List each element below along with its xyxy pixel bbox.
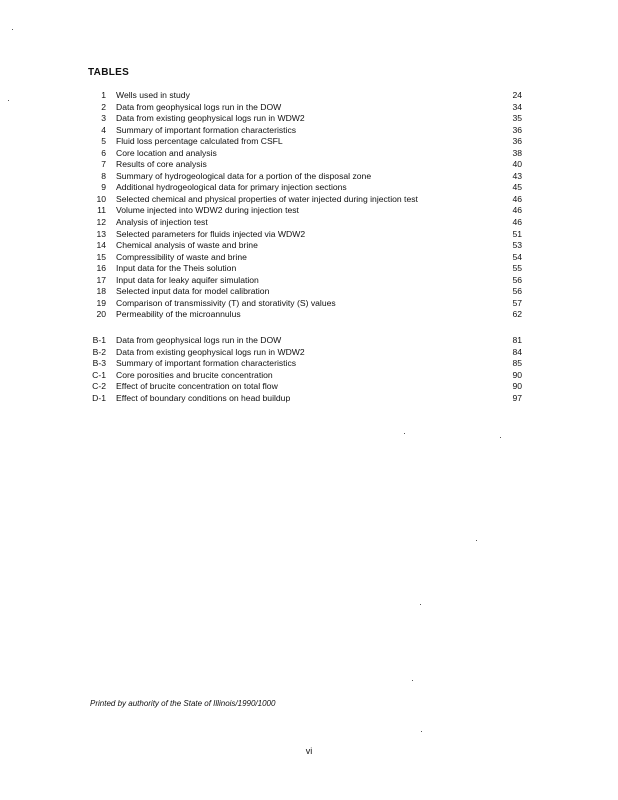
- list-item: [82, 252, 522, 264]
- list-item: [82, 217, 522, 229]
- table-page: 46: [512, 217, 522, 228]
- table-title: Selected chemical and physical properties of water injected during injection test: [116, 193, 418, 204]
- table-title: Effect of boundary conditions on head buildup: [116, 392, 291, 403]
- table-page: 90: [512, 369, 522, 380]
- table-page: 46: [512, 193, 522, 204]
- table-title: Summary of hydrogeological data for a portion of the disposal zone: [116, 170, 372, 181]
- table-page: 57: [512, 297, 522, 308]
- table-title: Selected input data for model calibration: [116, 286, 270, 297]
- table-title: Compressibility of waste and brine: [116, 251, 247, 262]
- table-page: 34: [512, 101, 522, 112]
- table-page: 85: [512, 358, 522, 369]
- table-page: 90: [512, 381, 522, 392]
- table-title: Summary of important formation characteristics: [116, 124, 297, 135]
- table-number: 1: [101, 90, 106, 100]
- list-item: [82, 229, 522, 241]
- table-number: 6: [101, 147, 106, 158]
- table-number: 9: [101, 182, 106, 193]
- table-title: Data from existing geophysical logs run in WDW2: [116, 346, 305, 357]
- table-number: B-2: [92, 346, 106, 357]
- print-credit: Printed by authority of the State of Illinois/1990/1000: [90, 699, 276, 708]
- table-number: 20: [96, 309, 106, 320]
- table-number: 8: [101, 170, 106, 181]
- scan-speck: [500, 437, 501, 438]
- list-item: [82, 148, 522, 160]
- list-item: [82, 381, 522, 393]
- table-page: 55: [512, 263, 522, 274]
- table-page: 43: [512, 170, 522, 181]
- table-page: 54: [512, 251, 522, 262]
- table-page: 56: [512, 274, 522, 285]
- table-number: B-3: [92, 358, 106, 369]
- table-number: 16: [96, 263, 106, 274]
- list-item: [82, 159, 522, 171]
- scan-speck: [12, 29, 13, 30]
- table-title: Selected parameters for fluids injected via WDW2: [116, 228, 306, 239]
- table-number: 17: [96, 274, 106, 285]
- table-number: B-1: [92, 335, 106, 345]
- table-number: 12: [96, 217, 106, 228]
- table-number: 10: [96, 193, 106, 204]
- scan-speck: [412, 680, 413, 681]
- table-page: 62: [512, 309, 522, 320]
- table-title: Additional hydrogeological data for primary injection sections: [116, 182, 347, 193]
- table-page: 38: [512, 147, 522, 158]
- table-page: 40: [512, 159, 522, 170]
- table-title: Summary of important formation characteristics: [116, 358, 297, 369]
- table-page: 84: [512, 346, 522, 357]
- table-page: 51: [512, 228, 522, 239]
- table-page: 81: [512, 335, 522, 345]
- table-page: 53: [512, 240, 522, 251]
- table-page: 97: [512, 392, 522, 403]
- list-item: [82, 125, 522, 137]
- table-page: 46: [512, 205, 522, 216]
- scan-speck: [8, 100, 9, 101]
- list-item: [82, 90, 522, 102]
- table-page: 36: [512, 124, 522, 135]
- list-item: [82, 347, 522, 359]
- table-page: 36: [512, 136, 522, 147]
- table-title: Data from geophysical logs run in the DOW: [116, 101, 282, 112]
- table-title: Data from existing geophysical logs run in WDW2: [116, 113, 305, 124]
- table-title: Results of core analysis: [116, 159, 207, 170]
- list-item: [82, 286, 522, 298]
- table-number: 3: [101, 113, 106, 124]
- table-number: C-1: [92, 369, 106, 380]
- tables-list: [82, 90, 522, 321]
- table-title: Wells used in study: [116, 90, 190, 100]
- table-title: Analysis of injection test: [116, 217, 208, 228]
- list-item: [82, 182, 522, 194]
- table-number: 7: [101, 159, 106, 170]
- list-item: [82, 370, 522, 382]
- list-item: [82, 136, 522, 148]
- table-number: 14: [96, 240, 106, 251]
- table-number: 13: [96, 228, 106, 239]
- table-number: 19: [96, 297, 106, 308]
- table-title: Core porosities and brucite concentration: [116, 369, 273, 380]
- table-title: Input data for leaky aquifer simulation: [116, 274, 259, 285]
- table-title: Data from geophysical logs run in the DOW: [116, 335, 282, 345]
- table-number: C-2: [92, 381, 106, 392]
- list-item: [82, 263, 522, 275]
- table-page: 56: [512, 286, 522, 297]
- table-page: 24: [512, 90, 522, 100]
- table-title: Volume injected into WDW2 during injection test: [116, 205, 299, 216]
- list-item: [82, 102, 522, 114]
- list-item: [82, 113, 522, 125]
- list-item: [82, 298, 522, 310]
- list-item: [82, 309, 522, 321]
- table-number: 2: [101, 101, 106, 112]
- list-item: [82, 393, 522, 405]
- list-item: [82, 358, 522, 370]
- list-item: [82, 194, 522, 206]
- page-number: vi: [305, 746, 313, 756]
- table-title: Fluid loss percentage calculated from CSFL: [116, 136, 283, 147]
- table-page: 45: [512, 182, 522, 193]
- table-number: 5: [101, 136, 106, 147]
- appendix-tables-list: [82, 335, 522, 404]
- section-heading: TABLES: [88, 67, 130, 78]
- list-item: [82, 240, 522, 252]
- list-item: [82, 171, 522, 183]
- list-item: [82, 205, 522, 217]
- table-title: Effect of brucite concentration on total flow: [116, 381, 278, 392]
- table-number: D-1: [92, 392, 106, 403]
- scan-speck: [476, 540, 477, 541]
- table-number: 15: [96, 251, 106, 262]
- table-title: Permeability of the microannulus: [116, 309, 241, 320]
- table-title: Comparison of transmissivity (T) and storativity (S) values: [116, 297, 336, 308]
- table-title: Chemical analysis of waste and brine: [116, 240, 258, 251]
- table-number: 4: [101, 124, 106, 135]
- table-title: Input data for the Theis solution: [116, 263, 237, 274]
- table-title: Core location and analysis: [116, 147, 217, 158]
- scan-speck: [404, 433, 405, 434]
- table-page: 35: [512, 113, 522, 124]
- table-number: 11: [97, 205, 106, 216]
- list-item: [82, 275, 522, 287]
- list-item: [82, 335, 522, 347]
- scan-speck: [421, 731, 422, 732]
- scan-speck: [420, 604, 421, 605]
- table-number: 18: [96, 286, 106, 297]
